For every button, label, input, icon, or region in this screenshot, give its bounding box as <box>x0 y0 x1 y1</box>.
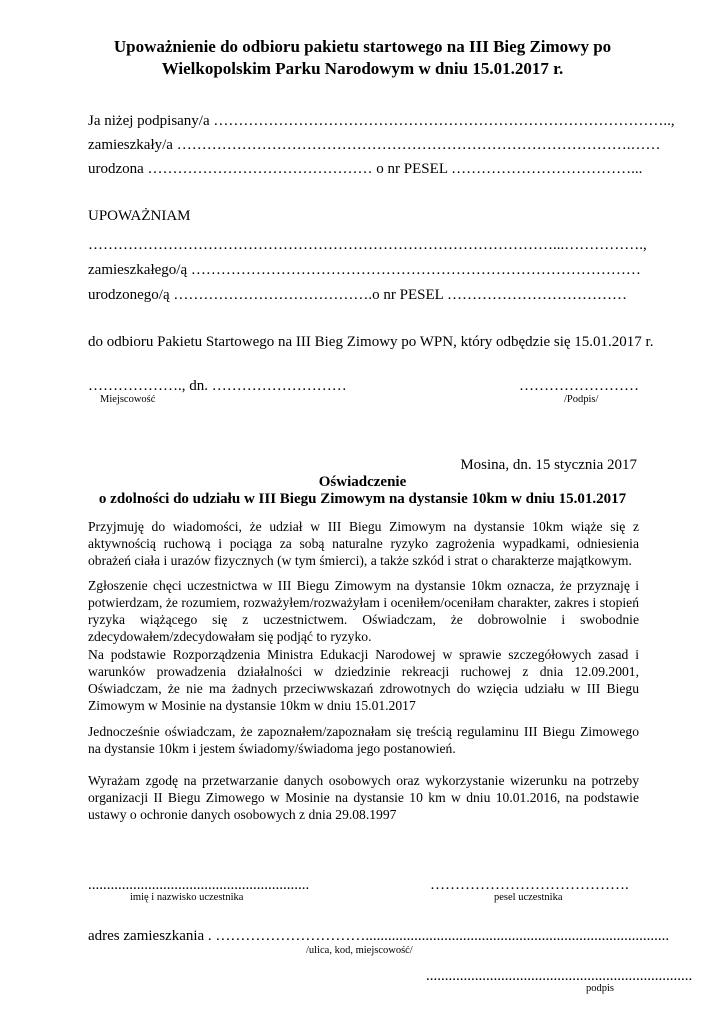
declaration-paragraph-2: Zgłoszenie chęci uczestnictwa w III Biegu Zimowym na dystansie 10km oznacza, że przyznaję i potwierdzam, że rozumiem, rozważyłem/rozważyłam i oceniłem/oceniłam charakter, zakres i stopień ryzyka wiążącego się z uczestnictwem. Oświadczam, że dobrowolnie i swobodnie zdecydowałem/zdecydowałam się podjąć to ryzyko. <box>88 578 639 644</box>
authorization-title <box>40 36 685 80</box>
purpose-line: do odbioru Pakietu Startowego na III Bieg Zimowy po WPN, który odbędzie się 15.01.2017 r. <box>88 334 654 350</box>
participant-signature-dots: ....................................................................... <box>426 968 693 984</box>
declaration-title: Oświadczenie <box>318 474 407 490</box>
participant-address-line: adres zamieszkania . …………………………................................................................................. <box>88 928 670 944</box>
signer-address-line: zamieszkały/a ……………………………………………………………………………….…… <box>88 137 661 153</box>
place-caption: Miejscowość <box>100 394 156 405</box>
authorization-title-line-2: Wielkopolskim Parku Narodowym w dniu 15.01.2017 r. <box>161 59 564 78</box>
participant-address-caption: /ulica, kod, miejscowość/ <box>306 945 413 956</box>
authorized-address-line: zamieszkałego/ą ……………………………………………………………………………… <box>88 262 641 278</box>
declaration-paragraph-5: Wyrażam zgodę na przetwarzanie danych osobowych oraz wykorzystanie wizerunku na potrzeby organizacji II Biegu Zimowego w Mosinie na dystansie 10 km w dniu 10.01.2016, na podstawie ustawy o ochronie danych osobowych z dnia 29.08.1997 <box>88 773 639 822</box>
participant-name-dots: ........................................................... <box>88 877 310 893</box>
signature-caption: /Podpis/ <box>564 394 599 405</box>
declaration-paragraph-1: Przyjmuję do wiadomości, że udział w III Biegu Zimowym na dystansie 10km wiąże się z aktywnością ruchową i pociąga za sobą naturalne ryzyko zagrożenia wypadkami, odniesienia obrażeń ciała i urazów fizycznych (w tym śmierci), a także szkód i strat o charakterze majątkowym. <box>88 519 639 568</box>
declaration-paragraph-4: Jednocześnie oświadczam, że zapoznałem/zapoznałam się treścią regulaminu III Biegu Zimowego na dystansie 10km i jestem świadomy/świadoma jego postanowień. <box>88 724 639 756</box>
declaration-subtitle: o zdolności do udziału w III Biegu Zimowym na dystansie 10km w dniu 15.01.2017 <box>98 491 627 507</box>
signature-dots: …………………… <box>519 378 639 394</box>
place-date-dots: ………………., dn. ……………………… <box>88 378 347 394</box>
signer-born-line: urodzona ……………………………………… o nr PESEL ………………………………... <box>88 161 643 177</box>
authorization-title-line-1: Upoważnienie do odbioru pakietu startowego na III Bieg Zimowy po <box>113 37 612 56</box>
participant-signature-caption: podpis <box>586 983 615 994</box>
participant-pesel-dots: …………………………………. <box>430 877 629 893</box>
signer-line: Ja niżej podpisany/a ……………………………………………………………………………….., <box>88 113 675 129</box>
authorize-heading: UPOWAŻNIAM <box>88 208 191 224</box>
authorized-born-line: urodzonego/ą ………………………………….o nr PESEL ……………………………… <box>88 287 627 303</box>
participant-pesel-caption: pesel uczestnika <box>494 892 563 903</box>
participant-name-caption: imię i nazwisko uczestnika <box>130 892 244 903</box>
authorized-person-line: …………………………………………………………………………………...……………., <box>88 237 647 253</box>
declaration-date: Mosina, dn. 15 stycznia 2017 <box>460 457 637 473</box>
declaration-paragraph-3: Na podstawie Rozporządzenia Ministra Edukacji Narodowej w sprawie szczegółowych zasad i warunków prowadzenia działalności w dziedzinie rekreacji ruchowej z dnia 12.09.2001, Oświadczam, że nie ma żadnych przeciwwskazań zdrowotnych do wzięcia udziału w III Biegu Zimowym w Mosinie na dystansie 10km w dniu 15.01.2017 <box>88 647 639 713</box>
